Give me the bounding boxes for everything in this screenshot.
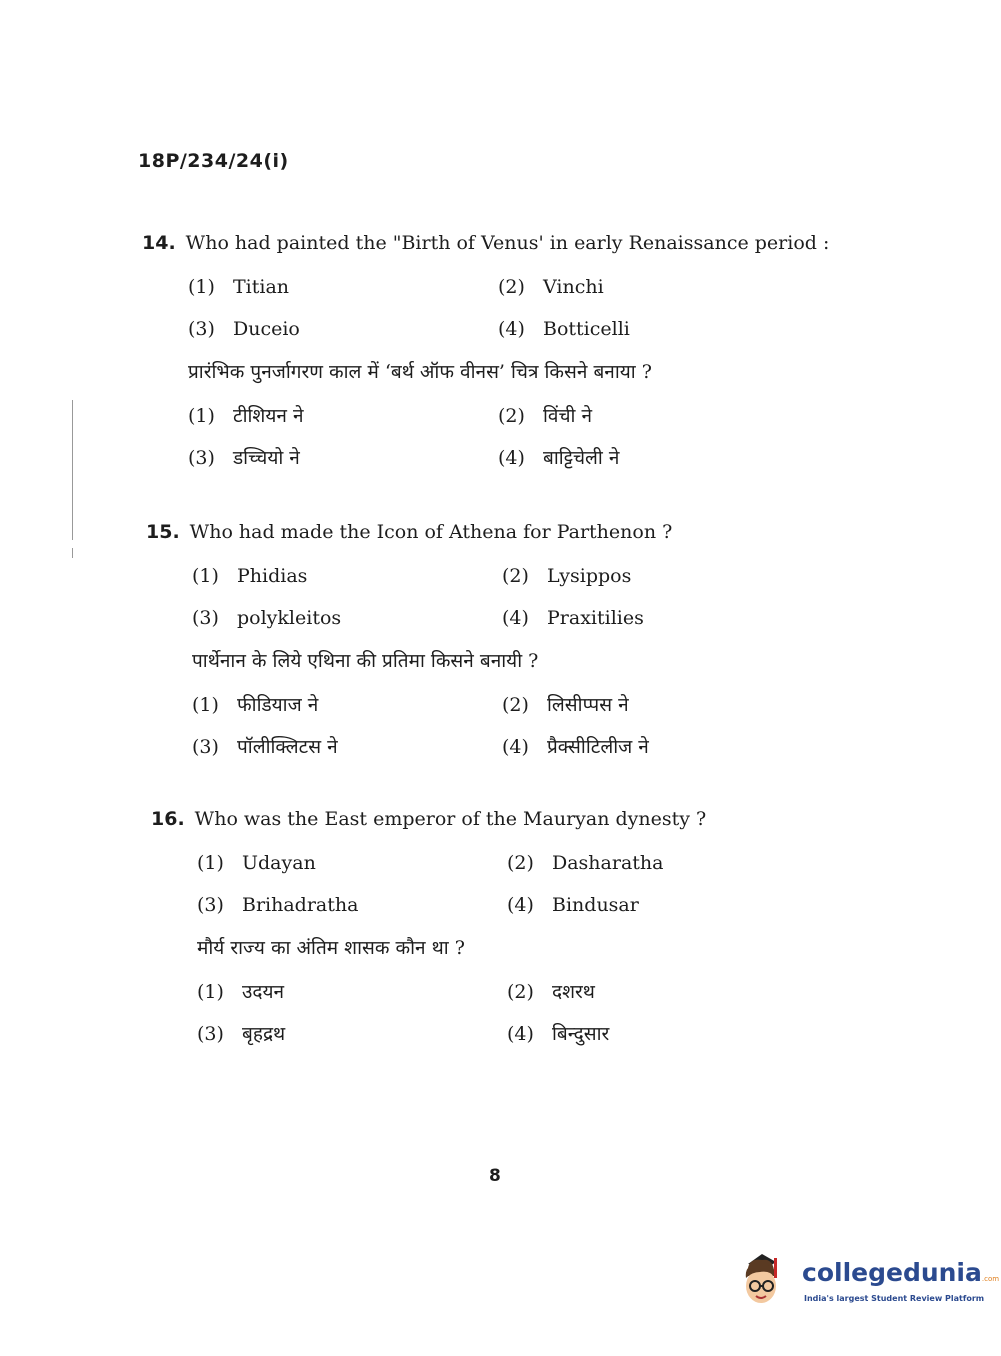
logo-name: collegedunia (802, 1258, 982, 1287)
question-text-en (146, 519, 846, 545)
option-row (188, 436, 808, 478)
option-number: (3) (197, 1023, 224, 1045)
option-text: Udayan (242, 852, 316, 874)
option (502, 565, 812, 587)
question-16 (151, 806, 851, 1054)
option-row (197, 884, 817, 926)
option-row (197, 970, 817, 1012)
option (192, 733, 502, 759)
option-text: Duceio (233, 318, 300, 340)
options-hi (192, 683, 812, 767)
option-text: बृहद्रथ (242, 1023, 286, 1045)
option (188, 318, 498, 340)
option-number: (3) (188, 447, 215, 469)
option-text: Dasharatha (552, 852, 664, 874)
option (507, 1020, 817, 1046)
question-number: 15. (146, 521, 180, 543)
option (197, 1020, 507, 1046)
options-en (192, 555, 812, 639)
option (197, 852, 507, 874)
mascot-icon (740, 1250, 800, 1312)
option-text: Titian (233, 276, 290, 298)
options-hi (197, 970, 817, 1054)
collegedunia-logo[interactable] (740, 1250, 1000, 1312)
option-text: Praxitilies (547, 607, 644, 629)
option (197, 978, 507, 1004)
question-prompt-hi: प्रारंभिक पुनर्जागरण काल में ‘बर्थ ऑफ वीनस’ चित्र किसने बनाया ? (188, 361, 652, 383)
option-text: Brihadratha (242, 894, 359, 916)
logo-tagline: India's largest Student Review Platform (804, 1294, 985, 1303)
options-hi (188, 394, 808, 478)
option (188, 276, 498, 298)
option-row (188, 266, 808, 308)
option-number: (1) (188, 405, 215, 427)
option (498, 402, 808, 428)
option (507, 852, 817, 874)
option-text: polykleitos (237, 607, 342, 629)
question-text-en (151, 806, 851, 832)
paper-code: 18P/234/24(i) (138, 150, 289, 172)
logo-wordmark (802, 1258, 999, 1287)
option-text: Phidias (237, 565, 308, 587)
question-number: 16. (151, 808, 185, 830)
option-number: (2) (502, 694, 529, 716)
option-text: उदयन (242, 981, 285, 1003)
option-row (197, 842, 817, 884)
question-prompt-en: Who had made the Icon of Athena for Parthenon ? (189, 521, 673, 543)
options-en (197, 842, 817, 926)
option-number: (1) (192, 694, 219, 716)
option (502, 733, 812, 759)
option (502, 691, 812, 717)
option-number: (4) (507, 894, 534, 916)
option-text: टीशियन ने (233, 405, 304, 427)
option-row (192, 597, 812, 639)
margin-tick (72, 548, 73, 558)
option-number: (1) (188, 276, 215, 298)
option (192, 565, 502, 587)
question-text-en (142, 230, 842, 256)
option (197, 894, 507, 916)
option-number: (1) (197, 852, 224, 874)
option-number: (4) (502, 607, 529, 629)
option-text: Bindusar (552, 894, 639, 916)
option-row (197, 1012, 817, 1054)
option-number: (1) (197, 981, 224, 1003)
option-text: बाट्टिचेली ने (543, 447, 620, 469)
option-number: (4) (498, 318, 525, 340)
logo-suffix: .com (981, 1275, 1000, 1283)
question-prompt-en: Who was the East emperor of the Mauryan dynesty ? (194, 808, 707, 830)
option-row (192, 683, 812, 725)
option-text: फीडियाज ने (237, 694, 319, 716)
question-prompt-en: Who had painted the "Birth of Venus' in early Renaissance period : (185, 232, 830, 254)
options-en (188, 266, 808, 350)
option-number: (2) (507, 981, 534, 1003)
option-number: (2) (502, 565, 529, 587)
option-row (188, 308, 808, 350)
question-prompt-hi: मौर्य राज्य का अंतिम शासक कौन था ? (197, 937, 465, 959)
question-number: 14. (142, 232, 176, 254)
option (498, 276, 808, 298)
option-text: Botticelli (543, 318, 630, 340)
option-text: डच्चियो ने (233, 447, 300, 469)
option-row (188, 394, 808, 436)
option (498, 318, 808, 340)
option-number: (2) (498, 276, 525, 298)
question-15 (146, 519, 846, 767)
option-number: (4) (502, 736, 529, 758)
option (507, 894, 817, 916)
option-row (192, 555, 812, 597)
option-row (192, 725, 812, 767)
option-number: (3) (197, 894, 224, 916)
option-text: बिन्दुसार (552, 1023, 610, 1045)
option (498, 444, 808, 470)
question-prompt-hi: पार्थेनान के लिये एथिना की प्रतिमा किसने बनायी ? (192, 650, 539, 672)
option-text: दशरथ (552, 981, 595, 1003)
option-number: (1) (192, 565, 219, 587)
option (192, 607, 502, 629)
option (188, 444, 498, 470)
option-text: Vinchi (543, 276, 604, 298)
option (188, 402, 498, 428)
option-text: पॉलीक्लिटस ने (237, 736, 338, 758)
option-number: (3) (192, 736, 219, 758)
option-number: (4) (507, 1023, 534, 1045)
option-text: विंची ने (543, 405, 593, 427)
option (502, 607, 812, 629)
option-number: (3) (188, 318, 215, 340)
option-text: प्रैक्सीटिलीज ने (547, 736, 649, 758)
option-number: (4) (498, 447, 525, 469)
option-number: (2) (507, 852, 534, 874)
option (192, 691, 502, 717)
option-number: (3) (192, 607, 219, 629)
option-text: लिसीप्पस ने (547, 694, 629, 716)
option-text: Lysippos (547, 565, 632, 587)
question-14 (142, 230, 842, 478)
option-number: (2) (498, 405, 525, 427)
page-number: 8 (489, 1166, 501, 1186)
margin-rule (72, 400, 73, 540)
option (507, 978, 817, 1004)
